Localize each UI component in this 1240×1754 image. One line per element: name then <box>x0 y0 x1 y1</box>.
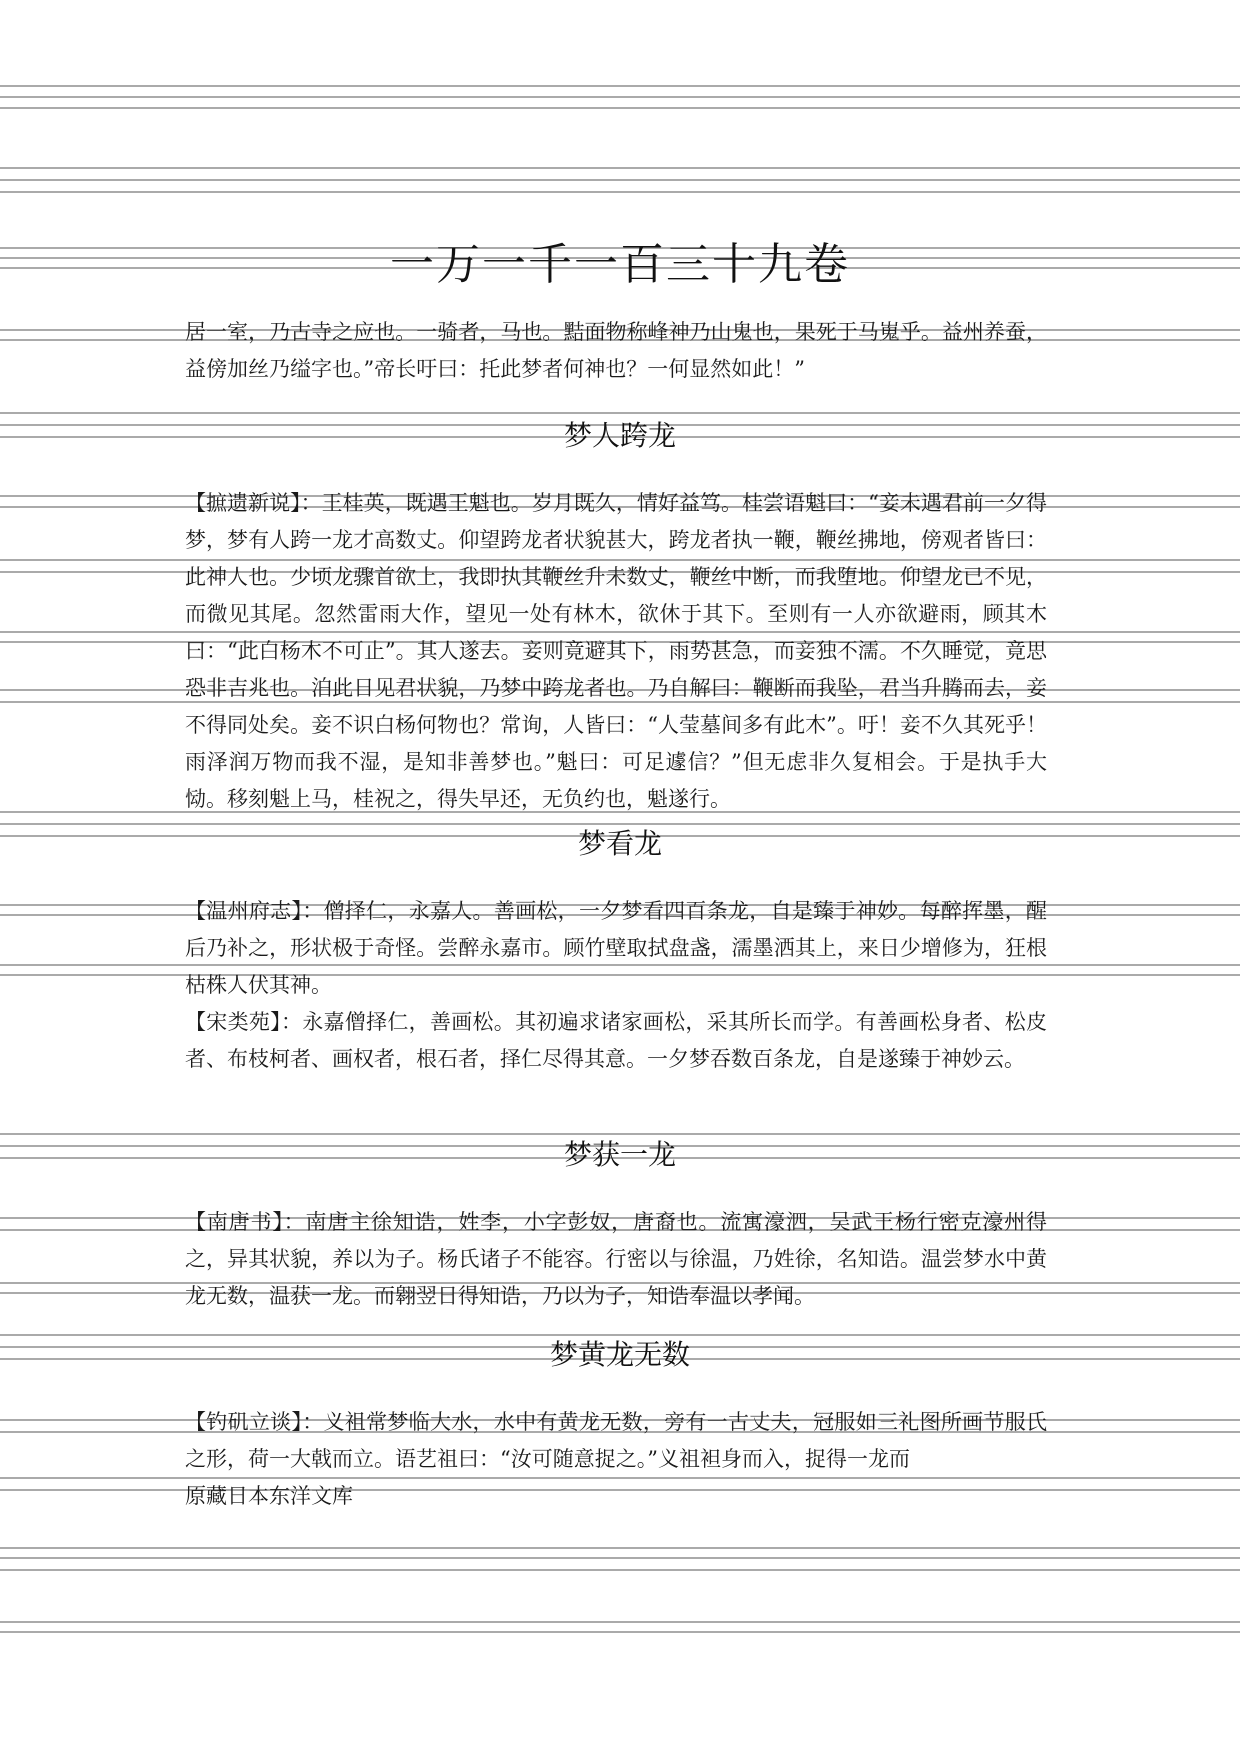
paragraph-text: ：永嘉僧择仁，善画松。其初遍求诸家画松，采其所长而学。有善画松身者、松皮者、布枝柯者、画权者，根石者，择仁尽得其意。一夕梦吞数百条龙，自是遂臻于神妙云。 <box>185 1010 1047 1071</box>
section-body-huoyilong <box>185 1204 1047 1315</box>
section-title-huanglong: 梦黄龙无数 <box>549 1338 690 1371</box>
paragraph <box>185 893 1047 1004</box>
volume-title: 一万一千一百三十九卷 <box>390 239 850 290</box>
collection-note <box>185 1478 1047 1515</box>
paragraph <box>185 1204 1047 1315</box>
paragraph-text: ：义祖常梦临大水，水中有黄龙无数，旁有一古丈夫，冠服如三礼图所画节服氏之形，荷一大戟而立。语艺祖曰：“汝可随意捉之。”义祖袒身而入，捉得一龙而 <box>185 1410 1048 1471</box>
source-citation: 【钓矶立谈】 <box>185 1410 303 1434</box>
collection-note-text: 原藏日本东洋文库 <box>185 1484 353 1508</box>
source-citation: 【温州府志】 <box>185 899 303 923</box>
section-title-kanlong: 梦看龙 <box>577 827 662 860</box>
source-citation: 【宋类苑】 <box>185 1010 281 1034</box>
paragraph-text: ：王桂英，既遇王魁也。岁月既久，情好益笃。桂尝语魁曰：“妾未遇君前一夕得梦，梦有人跨一龙才高数丈。仰望跨龙者状貌甚大，跨龙者执一鞭，鞭丝拂地，傍观者皆曰：此神人也。少顷龙骤首欲上，我即执其鞭丝升未数丈，鞭丝中断，而我堕地。仰望龙已不见，而微见其尾。忽然雷雨大作，望见一处有林木，欲休于其下。至则有一人亦欲避雨，顾其木曰：“此白杨木不可止”。其人遂去。妾则竟避其下，雨势甚急，而妾独不濡。不久睡觉，竟思恐非吉兆也。泊此日见君状貌，乃梦中跨龙者也。乃自解曰：鞭断而我坠，君当升腾而去，妾不得同处矣。妾不识白杨何物也？常询，人皆曰：“人莹墓间多有此木”。吁！妾不久其死乎！雨泽润万物而我不湿，是知非善梦也。”魁曰：可足遽信？”但无虑非久复相会。于是执手大恸。移刻魁上马，桂祝之，得失早还，无负约也，魁遂行。 <box>185 491 1048 811</box>
source-citation: 【摭遗新说】 <box>185 491 301 515</box>
paragraph-text: ：南唐主徐知诰，姓李，小字彭奴，唐裔也。流寓濠泗，吴武王杨行密克濠州得之，异其状貌，养以为子。杨氏诸子不能容。行密以与徐温，乃姓徐，名知诰。温尝梦水中黄龙无数，温获一龙。而翱翌日得知诰，乃以为子，知诰奉温以孝闻。 <box>185 1210 1048 1308</box>
section-title-huoyilong: 梦获一龙 <box>563 1138 676 1171</box>
section-body-kualong <box>185 485 1047 818</box>
section-body-kanlong <box>185 893 1047 1078</box>
section-title-kualong: 梦人跨龙 <box>563 419 676 452</box>
section-body-huanglong <box>185 1404 1047 1515</box>
paragraph-text: ：僧择仁，永嘉人。善画松，一夕梦看四百条龙，自是臻于神妙。每醉挥墨，醒后乃补之，形状极于奇怪。尝醉永嘉市。顾竹壁取拭盘盏，濡墨洒其上，来日少增修为，狂根枯株人伏其神。 <box>185 899 1048 997</box>
paragraph <box>185 485 1047 818</box>
intro-text: 居一室，乃古寺之应也。一骑者，马也。黠面物称峰神乃山鬼也，果死于马嵬乎。益州养蚕，益傍加丝乃缢字也。”帝长吁曰：托此梦者何神也？一何显然如此！” <box>185 320 1047 381</box>
paragraph <box>185 1004 1047 1078</box>
paragraph <box>185 1404 1047 1478</box>
intro-paragraph <box>185 314 1047 388</box>
source-citation: 【南唐书】 <box>185 1210 284 1234</box>
